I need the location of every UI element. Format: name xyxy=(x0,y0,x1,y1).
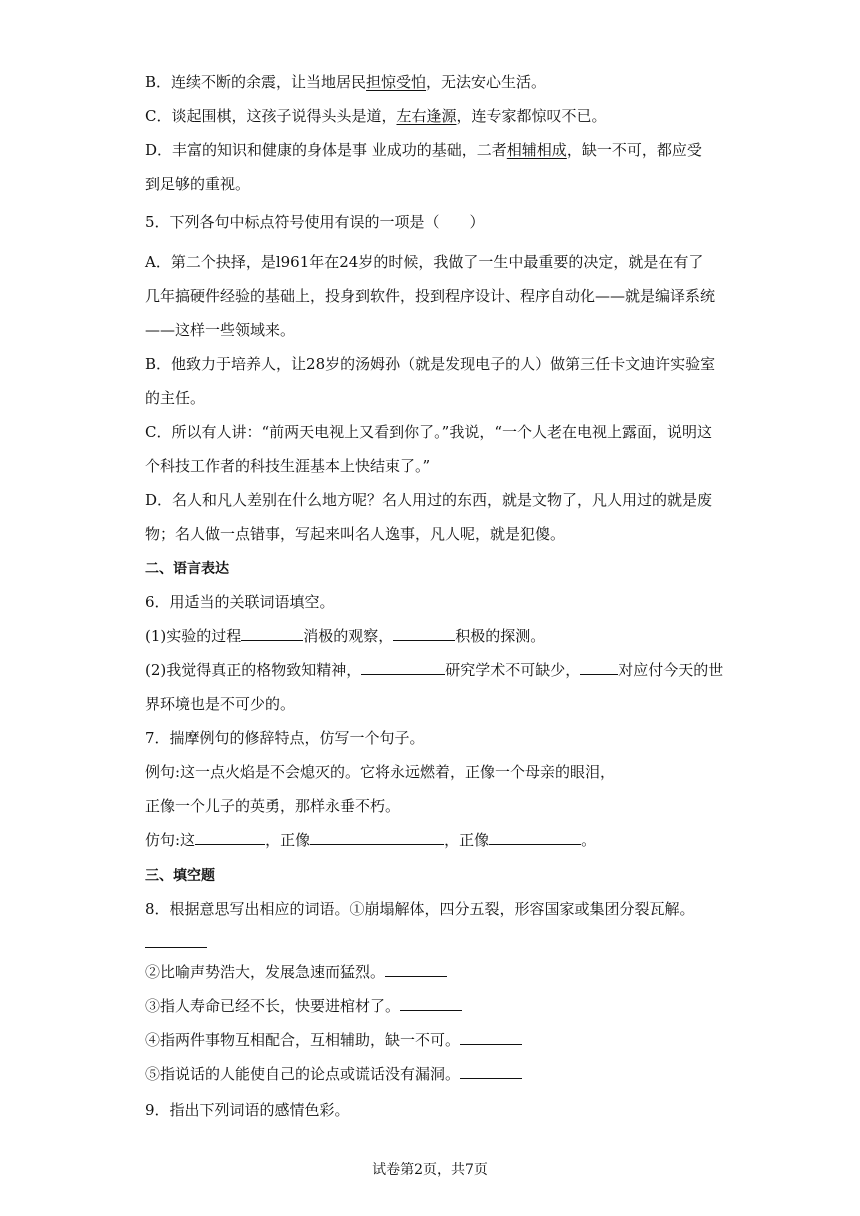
q5-option-c: C．所以有人讲：“前两天电视上又看到你了。”我说，“一个人老在电视上露面，说明这 xyxy=(145,423,712,441)
answer-blank[interactable] xyxy=(361,660,445,675)
underlined-idiom: 左右逢源 xyxy=(396,107,457,125)
q7-example: 例句:这一点火焰是不会熄灭的。它将永远燃着，正像一个母亲的眼泪， xyxy=(145,763,616,781)
q7-imitation: 仿句:这 ，正像 ，正像 。 xyxy=(145,831,597,849)
answer-blank[interactable] xyxy=(460,1064,522,1079)
q5-option-b-cont: 的主任。 xyxy=(145,389,206,407)
q8-item-5: ⑤指说话的人能使自己的论点或谎话没有漏洞。 xyxy=(145,1064,725,1084)
answer-blank[interactable] xyxy=(195,830,265,845)
q5-option-d: D．名人和凡人差别在什么地方呢？名人用过的东西，就是文物了，凡人用过的就是废 xyxy=(145,491,713,509)
page-footer: 试卷第2页，共7页 xyxy=(372,1162,488,1178)
q8-blank-1 xyxy=(145,933,725,953)
answer-blank[interactable] xyxy=(580,660,618,675)
q6-stem: 6．用适当的关联词语填空。 xyxy=(145,593,335,611)
section-heading-language: 二、语言表达 xyxy=(145,561,229,577)
q6-item-2-cont: 界环境也是不可少的。 xyxy=(145,695,296,713)
q8-item-3: ③指人寿命已经不长，快要进棺材了。 xyxy=(145,996,725,1016)
answer-blank[interactable] xyxy=(460,1030,522,1045)
q4-option-b: B．连续不断的余震，让当地居民担惊受怕，无法安心生活。 xyxy=(145,73,547,91)
underlined-idiom: 相辅相成 xyxy=(506,141,567,159)
q7-stem: 7．揣摩例句的修辞特点，仿写一个句子。 xyxy=(145,729,425,747)
section-heading-fill: 三、填空题 xyxy=(145,868,215,884)
answer-blank[interactable] xyxy=(393,626,455,641)
q5-stem: 5．下列各句中标点符号使用有误的一项是（ ） xyxy=(145,213,485,231)
answer-blank[interactable] xyxy=(310,830,444,845)
answer-blank[interactable] xyxy=(489,830,581,845)
q7-example-cont: 正像一个儿子的英勇，那样永垂不朽。 xyxy=(145,797,401,815)
q6-item-2: (2)我觉得真正的格物致知精神， 研究学术不可缺少， 对应付今天的世 xyxy=(145,661,724,679)
answer-blank[interactable] xyxy=(241,626,303,641)
q5-option-a: A．第二个抉择，是l961年在24岁的时候，我做了一生中最重要的决定，就是在有了 xyxy=(145,253,704,271)
q4-option-d: D．丰富的知识和健康的身体是事 业成功的基础，二者相辅相成，缺一不可，都应受 xyxy=(145,141,702,159)
q5-option-d-cont: 物；名人做一点错事，写起来叫名人逸事，凡人呢，就是犯傻。 xyxy=(145,525,566,543)
answer-blank[interactable] xyxy=(385,962,447,977)
q4-option-d-cont: 到足够的重视。 xyxy=(145,175,251,193)
q6-item-1: (1)实验的过程 消极的观察， 积极的探测。 xyxy=(145,627,546,645)
answer-blank[interactable] xyxy=(145,933,207,948)
q5-option-a-cont: 几年搞硬件经验的基础上，投身到软件，投到程序设计、程序自动化——就是编译系统 xyxy=(145,287,716,305)
underlined-idiom: 担惊受怕 xyxy=(366,73,427,91)
q8-item-4: ④指两件事物互相配合，互相辅助，缺一不可。 xyxy=(145,1030,725,1050)
q4-option-c: C．谈起围棋，这孩子说得头头是道，左右逢源，连专家都惊叹不已。 xyxy=(145,107,607,125)
q5-option-c-cont: 个科技工作者的科技生涯基本上快结束了。” xyxy=(145,457,431,475)
answer-blank[interactable] xyxy=(400,996,462,1011)
q8-stem: 8．根据意思写出相应的词语。①崩塌解体，四分五裂，形容国家或集团分裂瓦解。 xyxy=(145,900,695,918)
q5-option-b: B．他致力于培养人，让28岁的汤姆孙（就是发现电子的人）做第三任卡文迪许实验室 xyxy=(145,355,716,373)
q8-item-2: ②比喻声势浩大，发展急速而猛烈。 xyxy=(145,962,725,982)
q9-stem: 9．指出下列词语的感情色彩。 xyxy=(145,1101,350,1119)
q5-option-a-cont2: ——这样一些领域来。 xyxy=(145,321,296,339)
